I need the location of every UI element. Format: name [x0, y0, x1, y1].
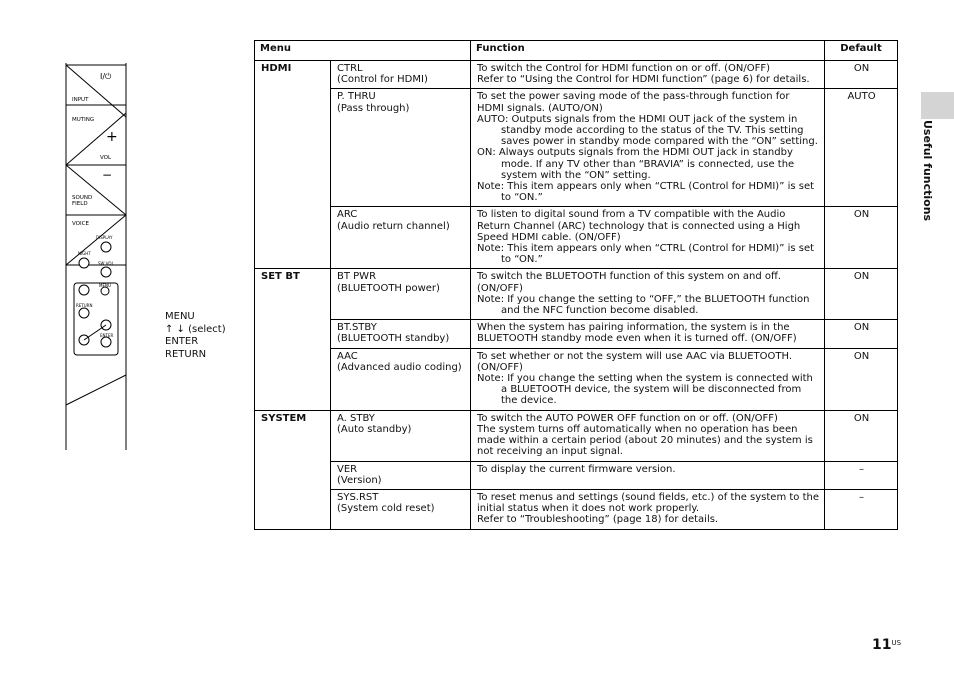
- callout-menu: MENU: [165, 311, 195, 322]
- default-sysrst: –: [825, 489, 898, 529]
- svg-text:MUTING: MUTING: [72, 117, 95, 123]
- item-name: AAC: [337, 350, 358, 362]
- default-aac: ON: [825, 348, 898, 410]
- item-subtitle: (Control for HDMI): [337, 74, 428, 86]
- function-ctrl: [471, 61, 825, 89]
- svg-text:NIGHT: NIGHT: [78, 251, 91, 256]
- function-option-auto: AUTO: Outputs signals from the HDMI OUT jack of the system in standby mode according to the status of the TV. This setting saves power in standby mode compared with the “ON” setting.: [477, 113, 818, 148]
- table-row: [255, 489, 898, 529]
- function-text: To switch the BLUETOOTH function of this system on and off. (ON/OFF): [477, 271, 782, 294]
- function-text: When the system has pairing information, the system is in the BLUETOOTH standby mode even when it is turned off. (ON/OFF): [477, 322, 797, 345]
- page-number: [872, 637, 901, 653]
- item-subtitle: (BLUETOOTH power): [337, 282, 440, 294]
- item-name: P. THRU: [337, 91, 376, 103]
- svg-text:SW VOL: SW VOL: [98, 261, 114, 266]
- default-arc: ON: [825, 207, 898, 269]
- svg-text:MENU: MENU: [99, 283, 111, 288]
- callout-return: RETURN: [165, 348, 207, 360]
- menu-item-astby: [331, 410, 471, 461]
- category-set-bt: SET BT: [255, 269, 331, 410]
- section-side-label: [918, 120, 940, 230]
- function-arc: [471, 207, 825, 269]
- svg-text:INPUT: INPUT: [72, 97, 89, 103]
- function-note: Note: If you change the setting when the system is connected with a BLUETOOTH device, the system will be disconnected from the device.: [477, 373, 813, 407]
- function-text: Refer to “Troubleshooting” (page 18) for details.: [477, 514, 719, 526]
- item-subtitle: (Pass through): [337, 102, 410, 114]
- page-number-suffix: US: [891, 639, 902, 647]
- item-name: VER: [337, 463, 358, 475]
- function-option-on: ON: Always outputs signals from the HDMI OUT jack in standby mode. If any TV other than “BRAVIA” is connected, use the system with the “ON” setting.: [477, 147, 795, 181]
- svg-text:I/⏻: I/⏻: [100, 72, 112, 81]
- default-astby: ON: [825, 410, 898, 461]
- default-ctrl: ON: [825, 61, 898, 89]
- function-aac: [471, 348, 825, 410]
- side-label-text: Useful functions: [921, 120, 934, 222]
- item-name: BT.STBY: [337, 322, 377, 334]
- function-text: To switch the Control for HDMI function on or off. (ON/OFF): [477, 63, 770, 74]
- svg-text:FIELD: FIELD: [72, 201, 88, 207]
- function-btpwr: [471, 269, 825, 320]
- table-row: [255, 89, 898, 207]
- default-ver: –: [825, 461, 898, 489]
- function-note: Note: This item appears only when “CTRL (Control for HDMI)” is set to “ON.”: [477, 181, 815, 204]
- svg-text:DISPLAY: DISPLAY: [96, 235, 113, 240]
- default-btpwr: ON: [825, 269, 898, 320]
- remote-callout-labels: [165, 311, 226, 361]
- item-subtitle: (Version): [337, 474, 382, 486]
- table-row: [255, 348, 898, 410]
- function-text: To display the current firmware version.: [477, 463, 676, 475]
- item-name: ARC: [337, 209, 358, 221]
- item-subtitle: (Audio return channel): [337, 220, 450, 232]
- item-name: BT PWR: [337, 271, 377, 283]
- item-name: SYS.RST: [337, 491, 379, 503]
- function-text: To set the power saving mode of the pass-through function for HDMI signals. (AUTO/ON): [477, 91, 790, 114]
- item-name: CTRL: [337, 63, 363, 74]
- item-subtitle: (Advanced audio coding): [337, 361, 462, 373]
- function-text: To reset menus and settings (sound fields, etc.) of the system to the initial status when it does not work properly.: [477, 491, 820, 515]
- category-system: SYSTEM: [255, 410, 331, 529]
- section-tab-marker: [921, 92, 954, 119]
- menu-item-ver: [331, 461, 471, 489]
- category-hdmi: HDMI: [255, 61, 331, 269]
- header-function: Function: [471, 41, 825, 61]
- function-note: Note: This item appears only when “CTRL (Control for HDMI)” is set to “ON.”: [477, 243, 815, 266]
- default-pthru: AUTO: [825, 89, 898, 207]
- callout-select: ↑ ↓ (select): [165, 323, 226, 335]
- svg-text:VOICE: VOICE: [72, 221, 89, 227]
- svg-text:RETURN: RETURN: [76, 303, 93, 308]
- page-number-value: 11: [872, 637, 892, 653]
- function-sysrst: [471, 489, 825, 529]
- svg-text:+: +: [106, 129, 118, 145]
- function-text: To set whether or not the system will use AAC via BLUETOOTH. (ON/OFF): [477, 350, 793, 373]
- menu-item-btpwr: [331, 269, 471, 320]
- function-text: The system turns off automatically when no operation has been made within a certain period (about 20 minutes) and the system is not receiving an input signal.: [477, 423, 813, 458]
- menu-item-aac: [331, 348, 471, 410]
- callout-enter: ENTER: [165, 336, 199, 347]
- svg-text:−: −: [102, 168, 113, 182]
- remote-control-illustration: [40, 55, 150, 455]
- table-row: [255, 410, 898, 461]
- item-name: A. STBY: [337, 412, 375, 424]
- menu-item-arc: [331, 207, 471, 269]
- default-btstby: ON: [825, 320, 898, 348]
- function-text: Refer to “Using the Control for HDMI function” (page 6) for details.: [477, 74, 810, 86]
- menu-settings-table: [254, 40, 898, 530]
- menu-item-pthru: [331, 89, 471, 207]
- item-subtitle: (BLUETOOTH standby): [337, 333, 450, 345]
- menu-item-ctrl: [331, 61, 471, 89]
- header-menu: Menu: [255, 41, 471, 61]
- table-header-row: [255, 41, 898, 61]
- function-astby: [471, 410, 825, 461]
- function-text: To switch the AUTO POWER OFF function on or off. (ON/OFF): [477, 412, 778, 424]
- svg-text:VOL: VOL: [100, 155, 112, 161]
- table-row: [255, 269, 898, 320]
- function-pthru: [471, 89, 825, 207]
- item-subtitle: (Auto standby): [337, 423, 412, 435]
- svg-text:ENTER: ENTER: [100, 333, 114, 338]
- menu-item-sysrst: [331, 489, 471, 529]
- table-row: [255, 61, 898, 89]
- svg-text:SOUND: SOUND: [72, 195, 93, 201]
- item-subtitle: (System cold reset): [337, 503, 435, 515]
- table-row: [255, 207, 898, 269]
- table-row: [255, 320, 898, 348]
- function-ver: [471, 461, 825, 489]
- header-default: Default: [825, 41, 898, 61]
- function-text: To listen to digital sound from a TV compatible with the Audio Return Channel (ARC) technology that is connected using a High Speed HDMI cable. (ON/OFF): [477, 209, 801, 243]
- function-note: Note: If you change the setting to “OFF,” the BLUETOOTH function and the NFC function become disabled.: [477, 293, 810, 317]
- menu-item-btstby: [331, 320, 471, 348]
- function-btstby: [471, 320, 825, 348]
- table-row: [255, 461, 898, 489]
